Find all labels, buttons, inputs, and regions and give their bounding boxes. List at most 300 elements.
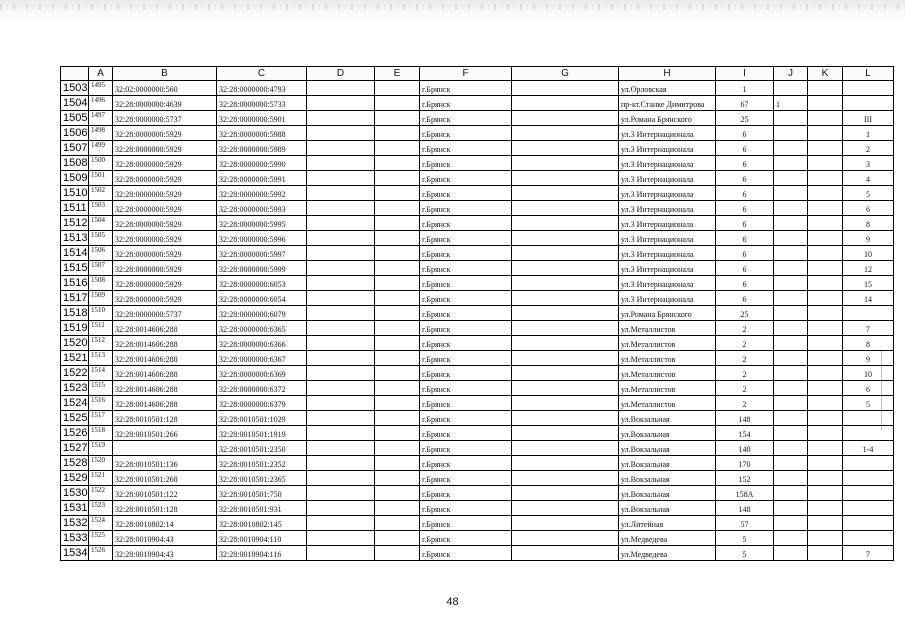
cell-l[interactable] [843, 426, 894, 441]
cell-a[interactable]: 1526 [89, 546, 113, 561]
column-header-l[interactable]: L [843, 67, 894, 81]
cell-d[interactable] [307, 456, 375, 471]
cell-b[interactable]: 32:28:0000000:5929 [113, 141, 217, 156]
cell-d[interactable] [307, 81, 375, 96]
cell-l[interactable] [843, 531, 894, 546]
cell-c[interactable]: 32:28:0000000:5999 [217, 261, 307, 276]
cell-d[interactable] [307, 126, 375, 141]
cell-b[interactable]: 32:28:0010904:43 [113, 546, 217, 561]
cell-l[interactable]: 4 [843, 171, 894, 186]
cell-e[interactable] [375, 501, 420, 516]
cell-l[interactable]: 10 [843, 366, 894, 381]
cell-g[interactable] [512, 126, 619, 141]
cell-b[interactable]: 32:28:0014606:288 [113, 336, 217, 351]
cell-i[interactable]: 6 [716, 126, 774, 141]
column-header-k[interactable]: K [808, 67, 843, 81]
cell-j[interactable] [774, 306, 808, 321]
cell-a[interactable]: 1513 [89, 351, 113, 366]
cell-l[interactable]: 1-4 [843, 441, 894, 456]
row-number[interactable]: 1534 [61, 546, 89, 561]
cell-a[interactable]: 1512 [89, 336, 113, 351]
row-number[interactable]: 1524 [61, 396, 89, 411]
cell-j[interactable] [774, 216, 808, 231]
cell-e[interactable] [375, 426, 420, 441]
cell-a[interactable]: 1500 [89, 156, 113, 171]
cell-a[interactable]: 1524 [89, 516, 113, 531]
cell-k[interactable] [808, 516, 843, 531]
cell-e[interactable] [375, 531, 420, 546]
cell-h[interactable]: ул.Металлистов [619, 336, 716, 351]
cell-g[interactable] [512, 231, 619, 246]
cell-a[interactable]: 1514 [89, 366, 113, 381]
row-number[interactable]: 1522 [61, 366, 89, 381]
cell-b[interactable]: 32:28:0000000:5929 [113, 261, 217, 276]
cell-h[interactable]: ул.Вокзальная [619, 486, 716, 501]
cell-i[interactable]: 2 [716, 366, 774, 381]
column-header-f[interactable]: F [420, 67, 512, 81]
cell-f[interactable]: г.Брянск [420, 141, 512, 156]
cell-h[interactable]: ул.3 Интернационала [619, 141, 716, 156]
cell-k[interactable] [808, 396, 843, 411]
cell-e[interactable] [375, 546, 420, 561]
cell-a[interactable]: 1495 [89, 81, 113, 96]
cell-g[interactable] [512, 186, 619, 201]
cell-e[interactable] [375, 216, 420, 231]
cell-k[interactable] [808, 336, 843, 351]
cell-a[interactable]: 1507 [89, 261, 113, 276]
cell-g[interactable] [512, 321, 619, 336]
row-number[interactable]: 1530 [61, 486, 89, 501]
cell-d[interactable] [307, 351, 375, 366]
cell-e[interactable] [375, 111, 420, 126]
cell-j[interactable] [774, 471, 808, 486]
cell-j[interactable] [774, 291, 808, 306]
cell-e[interactable] [375, 486, 420, 501]
cell-e[interactable] [375, 246, 420, 261]
cell-d[interactable] [307, 336, 375, 351]
cell-d[interactable] [307, 471, 375, 486]
cell-i[interactable]: 6 [716, 216, 774, 231]
cell-j[interactable] [774, 156, 808, 171]
cell-h[interactable]: ул.Вокзальная [619, 441, 716, 456]
cell-a[interactable]: 1499 [89, 141, 113, 156]
cell-h[interactable]: ул.Металлистов [619, 396, 716, 411]
cell-b[interactable]: 32:28:0000000:5929 [113, 246, 217, 261]
cell-e[interactable] [375, 261, 420, 276]
cell-c[interactable]: 32:28:0010501:2352 [217, 456, 307, 471]
cell-h[interactable]: ул.Металлистов [619, 321, 716, 336]
cell-j[interactable] [774, 516, 808, 531]
cell-g[interactable] [512, 141, 619, 156]
cell-h[interactable]: ул.3 Интернационала [619, 216, 716, 231]
cell-i[interactable]: 140 [716, 441, 774, 456]
column-header-c[interactable]: C [217, 67, 307, 81]
cell-d[interactable] [307, 111, 375, 126]
cell-h[interactable]: ул.3 Интернационала [619, 276, 716, 291]
cell-i[interactable]: 6 [716, 186, 774, 201]
cell-k[interactable] [808, 366, 843, 381]
cell-i[interactable]: 25 [716, 111, 774, 126]
cell-d[interactable] [307, 501, 375, 516]
cell-k[interactable] [808, 321, 843, 336]
cell-j[interactable] [774, 201, 808, 216]
cell-d[interactable] [307, 426, 375, 441]
cell-l[interactable]: III [843, 111, 894, 126]
cell-c[interactable]: 32:28:0010802:145 [217, 516, 307, 531]
column-header-a[interactable]: A [89, 67, 113, 81]
cell-g[interactable] [512, 201, 619, 216]
cell-b[interactable]: 32:28:0014606:288 [113, 381, 217, 396]
cell-h[interactable]: пр-кт.Станке Димитрова [619, 96, 716, 111]
row-number[interactable]: 1506 [61, 126, 89, 141]
cell-a[interactable]: 1509 [89, 291, 113, 306]
cell-l[interactable]: 2 [843, 141, 894, 156]
cell-i[interactable]: 1 [716, 81, 774, 96]
cell-l[interactable]: 5 [843, 186, 894, 201]
row-number[interactable]: 1515 [61, 261, 89, 276]
cell-i[interactable]: 67 [716, 96, 774, 111]
cell-a[interactable]: 1498 [89, 126, 113, 141]
row-number[interactable]: 1521 [61, 351, 89, 366]
row-number[interactable]: 1508 [61, 156, 89, 171]
cell-k[interactable] [808, 216, 843, 231]
cell-b[interactable]: 32:28:0010501:136 [113, 456, 217, 471]
cell-b[interactable]: 32:28:0000000:5737 [113, 306, 217, 321]
cell-j[interactable] [774, 366, 808, 381]
cell-e[interactable] [375, 276, 420, 291]
cell-a[interactable]: 1523 [89, 501, 113, 516]
cell-a[interactable]: 1508 [89, 276, 113, 291]
cell-j[interactable] [774, 126, 808, 141]
cell-l[interactable]: 1 [843, 126, 894, 141]
cell-k[interactable] [808, 111, 843, 126]
cell-h[interactable]: ул.3 Интернационала [619, 156, 716, 171]
cell-a[interactable]: 1502 [89, 186, 113, 201]
cell-l[interactable] [843, 486, 894, 501]
cell-e[interactable] [375, 141, 420, 156]
cell-d[interactable] [307, 441, 375, 456]
cell-b[interactable]: 32:28:0010501:268 [113, 471, 217, 486]
cell-f[interactable]: г.Брянск [420, 396, 512, 411]
cell-k[interactable] [808, 531, 843, 546]
cell-l[interactable] [843, 471, 894, 486]
cell-l[interactable]: 14 [843, 291, 894, 306]
cell-k[interactable] [808, 261, 843, 276]
column-header-d[interactable]: D [307, 67, 375, 81]
cell-f[interactable]: г.Брянск [420, 411, 512, 426]
cell-g[interactable] [512, 441, 619, 456]
cell-h[interactable]: ул.3 Интернационала [619, 261, 716, 276]
cell-k[interactable] [808, 471, 843, 486]
cell-k[interactable] [808, 501, 843, 516]
cell-k[interactable] [808, 231, 843, 246]
cell-l[interactable]: 6 [843, 201, 894, 216]
cell-l[interactable] [843, 81, 894, 96]
cell-c[interactable]: 32:28:0010501:1029 [217, 411, 307, 426]
cell-b[interactable]: 32:28:0010501:128 [113, 501, 217, 516]
cell-c[interactable]: 32:28:0000000:5901 [217, 111, 307, 126]
row-number[interactable]: 1519 [61, 321, 89, 336]
cell-b[interactable]: 32:28:0000000:5929 [113, 156, 217, 171]
row-number[interactable]: 1529 [61, 471, 89, 486]
cell-h[interactable]: ул.Романа Брянского [619, 306, 716, 321]
cell-k[interactable] [808, 411, 843, 426]
cell-h[interactable]: ул.Металлистов [619, 366, 716, 381]
cell-f[interactable]: г.Брянск [420, 231, 512, 246]
cell-h[interactable]: ул.Литейная [619, 516, 716, 531]
cell-e[interactable] [375, 471, 420, 486]
row-number[interactable]: 1507 [61, 141, 89, 156]
cell-a[interactable]: 1497 [89, 111, 113, 126]
cell-d[interactable] [307, 171, 375, 186]
row-number[interactable]: 1509 [61, 171, 89, 186]
cell-k[interactable] [808, 486, 843, 501]
cell-f[interactable]: г.Брянск [420, 546, 512, 561]
cell-c[interactable]: 32:28:0000000:5993 [217, 201, 307, 216]
cell-f[interactable]: г.Брянск [420, 276, 512, 291]
cell-g[interactable] [512, 171, 619, 186]
cell-j[interactable] [774, 321, 808, 336]
cell-e[interactable] [375, 201, 420, 216]
cell-c[interactable]: 32:28:0000000:6053 [217, 276, 307, 291]
cell-h[interactable]: ул.Романа Брянского [619, 111, 716, 126]
cell-i[interactable]: 2 [716, 396, 774, 411]
column-header-h[interactable]: H [619, 67, 716, 81]
cell-h[interactable]: ул.Металлистов [619, 351, 716, 366]
cell-l[interactable]: 9 [843, 351, 894, 366]
cell-i[interactable]: 154 [716, 426, 774, 441]
cell-d[interactable] [307, 216, 375, 231]
row-number[interactable]: 1504 [61, 96, 89, 111]
cell-i[interactable]: 6 [716, 171, 774, 186]
cell-k[interactable] [808, 126, 843, 141]
cell-a[interactable]: 1503 [89, 201, 113, 216]
cell-f[interactable]: г.Брянск [420, 216, 512, 231]
cell-f[interactable]: г.Брянск [420, 336, 512, 351]
cell-e[interactable] [375, 516, 420, 531]
cell-h[interactable]: ул.3 Интернационала [619, 291, 716, 306]
row-number[interactable]: 1511 [61, 201, 89, 216]
cell-a[interactable]: 1505 [89, 231, 113, 246]
cell-i[interactable]: 25 [716, 306, 774, 321]
cell-g[interactable] [512, 276, 619, 291]
cell-c[interactable]: 32:28:0000000:6369 [217, 366, 307, 381]
cell-h[interactable]: ул.Медведева [619, 531, 716, 546]
cell-j[interactable]: 1 [774, 96, 808, 111]
cell-a[interactable]: 1522 [89, 486, 113, 501]
row-number[interactable]: 1532 [61, 516, 89, 531]
cell-b[interactable]: 32:28:0014606:288 [113, 366, 217, 381]
cell-c[interactable]: 32:28:0000000:6054 [217, 291, 307, 306]
cell-d[interactable] [307, 246, 375, 261]
cell-g[interactable] [512, 471, 619, 486]
cell-g[interactable] [512, 156, 619, 171]
cell-i[interactable]: 6 [716, 156, 774, 171]
cell-l[interactable]: 7 [843, 321, 894, 336]
cell-l[interactable] [843, 501, 894, 516]
cell-l[interactable] [843, 456, 894, 471]
cell-d[interactable] [307, 516, 375, 531]
cell-d[interactable] [307, 546, 375, 561]
cell-i[interactable]: 2 [716, 321, 774, 336]
cell-d[interactable] [307, 231, 375, 246]
cell-b[interactable]: 32:28:0000000:5929 [113, 231, 217, 246]
cell-e[interactable] [375, 126, 420, 141]
cell-h[interactable]: ул.Вокзальная [619, 501, 716, 516]
cell-j[interactable] [774, 546, 808, 561]
cell-d[interactable] [307, 321, 375, 336]
cell-j[interactable] [774, 186, 808, 201]
cell-j[interactable] [774, 141, 808, 156]
cell-i[interactable]: 2 [716, 351, 774, 366]
cell-a[interactable]: 1510 [89, 306, 113, 321]
cell-b[interactable]: 32:28:0010501:266 [113, 426, 217, 441]
cell-c[interactable]: 32:28:0000000:5991 [217, 171, 307, 186]
cell-i[interactable]: 152 [716, 471, 774, 486]
cell-c[interactable]: 32:28:0000000:6372 [217, 381, 307, 396]
cell-i[interactable]: 170 [716, 456, 774, 471]
cell-c[interactable]: 32:28:0010501:750 [217, 486, 307, 501]
cell-a[interactable]: 1511 [89, 321, 113, 336]
cell-j[interactable] [774, 171, 808, 186]
cell-j[interactable] [774, 261, 808, 276]
cell-l[interactable]: 7 [843, 546, 894, 561]
cell-g[interactable] [512, 456, 619, 471]
cell-f[interactable]: г.Брянск [420, 351, 512, 366]
cell-d[interactable] [307, 261, 375, 276]
cell-l[interactable]: 12 [843, 261, 894, 276]
cell-i[interactable]: 6 [716, 201, 774, 216]
cell-c[interactable]: 32:28:0000000:6365 [217, 321, 307, 336]
cell-g[interactable] [512, 516, 619, 531]
cell-c[interactable]: 32:28:0000000:5990 [217, 156, 307, 171]
cell-j[interactable] [774, 336, 808, 351]
cell-i[interactable]: 5 [716, 546, 774, 561]
column-header-e[interactable]: E [375, 67, 420, 81]
cell-k[interactable] [808, 426, 843, 441]
cell-b[interactable]: 32:28:0000000:5929 [113, 216, 217, 231]
row-number[interactable]: 1516 [61, 276, 89, 291]
cell-a[interactable]: 1525 [89, 531, 113, 546]
cell-f[interactable]: г.Брянск [420, 186, 512, 201]
cell-j[interactable] [774, 246, 808, 261]
cell-i[interactable]: 6 [716, 276, 774, 291]
cell-f[interactable]: г.Брянск [420, 471, 512, 486]
cell-a[interactable]: 1496 [89, 96, 113, 111]
cell-g[interactable] [512, 366, 619, 381]
row-number[interactable]: 1525 [61, 411, 89, 426]
cell-l[interactable]: 3 [843, 156, 894, 171]
cell-j[interactable] [774, 501, 808, 516]
row-number[interactable]: 1520 [61, 336, 89, 351]
cell-j[interactable] [774, 111, 808, 126]
cell-e[interactable] [375, 231, 420, 246]
cell-e[interactable] [375, 81, 420, 96]
cell-b[interactable]: 32:28:0000000:5929 [113, 201, 217, 216]
cell-f[interactable]: г.Брянск [420, 516, 512, 531]
cell-f[interactable]: г.Брянск [420, 531, 512, 546]
cell-a[interactable]: 1520 [89, 456, 113, 471]
column-header-j[interactable]: J [774, 67, 808, 81]
cell-b[interactable]: 32:28:0000000:5929 [113, 276, 217, 291]
cell-k[interactable] [808, 306, 843, 321]
cell-i[interactable]: 2 [716, 336, 774, 351]
cell-f[interactable]: г.Брянск [420, 81, 512, 96]
cell-i[interactable]: 6 [716, 246, 774, 261]
cell-f[interactable]: г.Брянск [420, 291, 512, 306]
cell-b[interactable]: 32:28:0010501:128 [113, 411, 217, 426]
cell-g[interactable] [512, 501, 619, 516]
cell-c[interactable]: 32:28:0010501:931 [217, 501, 307, 516]
cell-g[interactable] [512, 396, 619, 411]
cell-g[interactable] [512, 306, 619, 321]
cell-f[interactable]: г.Брянск [420, 456, 512, 471]
cell-c[interactable]: 32:28:0000000:5988 [217, 126, 307, 141]
cell-d[interactable] [307, 306, 375, 321]
row-number[interactable]: 1503 [61, 81, 89, 96]
cell-j[interactable] [774, 456, 808, 471]
cell-c[interactable]: 32:28:0000000:5996 [217, 231, 307, 246]
cell-l[interactable]: 6 [843, 381, 894, 396]
cell-b[interactable]: 32:28:0000000:4639 [113, 96, 217, 111]
cell-f[interactable]: г.Брянск [420, 156, 512, 171]
cell-i[interactable]: 5 [716, 531, 774, 546]
cell-f[interactable]: г.Брянск [420, 126, 512, 141]
cell-d[interactable] [307, 96, 375, 111]
cell-d[interactable] [307, 531, 375, 546]
cell-e[interactable] [375, 381, 420, 396]
cell-f[interactable]: г.Брянск [420, 96, 512, 111]
cell-k[interactable] [808, 351, 843, 366]
cell-c[interactable]: 32:28:0000000:4793 [217, 81, 307, 96]
cell-d[interactable] [307, 141, 375, 156]
cell-k[interactable] [808, 171, 843, 186]
cell-k[interactable] [808, 456, 843, 471]
cell-a[interactable]: 1506 [89, 246, 113, 261]
cell-k[interactable] [808, 276, 843, 291]
cell-l[interactable]: 8 [843, 336, 894, 351]
cell-h[interactable]: ул.Вокзальная [619, 411, 716, 426]
cell-g[interactable] [512, 81, 619, 96]
cell-d[interactable] [307, 156, 375, 171]
cell-h[interactable]: ул.3 Интернационала [619, 201, 716, 216]
cell-c[interactable]: 32:28:0010501:1919 [217, 426, 307, 441]
row-number[interactable]: 1512 [61, 216, 89, 231]
row-number-header[interactable] [61, 67, 89, 81]
cell-h[interactable]: ул.3 Интернационала [619, 231, 716, 246]
cell-j[interactable] [774, 426, 808, 441]
cell-g[interactable] [512, 426, 619, 441]
cell-i[interactable]: 148 [716, 501, 774, 516]
cell-e[interactable] [375, 186, 420, 201]
cell-h[interactable]: ул.Вокзальная [619, 471, 716, 486]
cell-f[interactable]: г.Брянск [420, 111, 512, 126]
cell-c[interactable]: 32:28:0000000:6367 [217, 351, 307, 366]
cell-a[interactable]: 1518 [89, 426, 113, 441]
cell-f[interactable]: г.Брянск [420, 381, 512, 396]
cell-j[interactable] [774, 351, 808, 366]
cell-l[interactable]: 5 [843, 396, 894, 411]
cell-f[interactable]: г.Брянск [420, 366, 512, 381]
cell-e[interactable] [375, 156, 420, 171]
cell-b[interactable]: 32:28:0000000:5929 [113, 291, 217, 306]
cell-g[interactable] [512, 486, 619, 501]
row-number[interactable]: 1523 [61, 381, 89, 396]
cell-g[interactable] [512, 411, 619, 426]
cell-e[interactable] [375, 306, 420, 321]
cell-j[interactable] [774, 276, 808, 291]
cell-f[interactable]: г.Брянск [420, 321, 512, 336]
